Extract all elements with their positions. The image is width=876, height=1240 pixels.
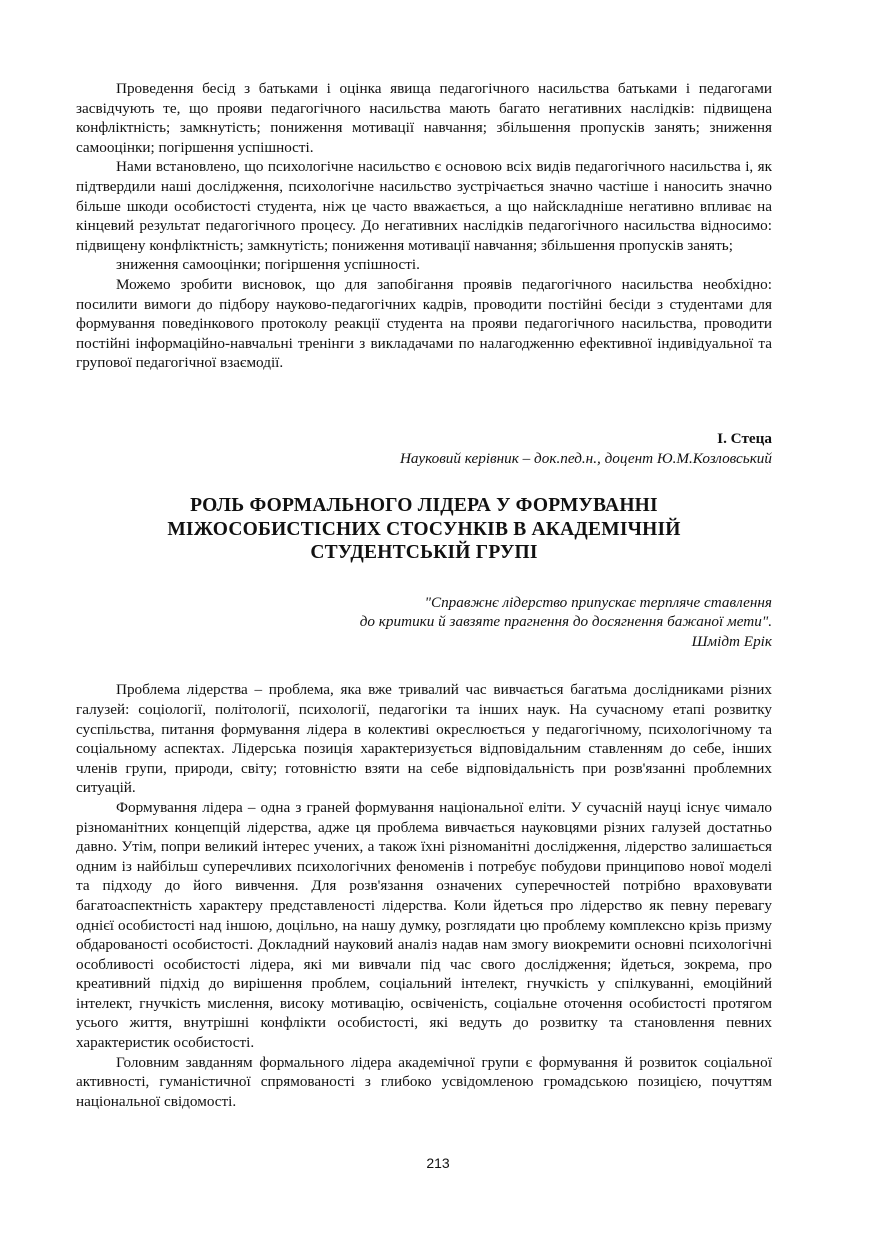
spacer <box>76 373 772 429</box>
paragraph: Формування лідера – одна з граней формування національної еліти. У сучасній науці існує чимало різноманітних концепцій лідерства, адже ця проблема вивчається науковцями різних галузей достатньо давно. Утім, попри великий інтерес учених, а також їхні різноманітні дослідження, лідерство залишається одним із найбільш суперечливих психологічних феноменів і потребує побудови принципово нової моделі та підходу до його вивчення. Для розв'язання означених суперечностей потрібно враховувати багатоаспектність характеру представленості лідерства. Коли йдеться про лідерство як певну перевагу однієї особистості над іншою, доцільно, на нашу думку, розглядати цю проблему комплексно крізь призму обдарованості особистості. Докладний науковий аналіз надав нам змогу виокремити основні психологічні особливості особистості лідера, які ми вивчали під час свого дослідження; йдеться, зокрема, про креативний підхід до вирішення проблем, соціальний інтелект, гнучкість у спілкуванні, емоційний інтелект, гнучкість мислення, високу мотивацію, освіченість, соціальне оточення особистості протягом усього життя, внутрішні конфлікти особистості, які ведуть до розвитку та становлення певних характеристик особистості. <box>76 798 772 1052</box>
title-line: РОЛЬ ФОРМАЛЬНОГО ЛІДЕРА У ФОРМУВАННІ <box>190 495 658 517</box>
paragraph: Нами встановлено, що психологічне насильство є основою всіх видів педагогічного насильства і, як підтвердили наші дослідження, психологічне насильство зустрічається значно частіше і наносить значно більше шкоди особистості студента, ніж це часто вважається, а що найскладніше негативно впливає на кінцевий результат педагогічного процесу. До негативних наслідків педагогічного насильства відносимо: підвищену конфліктність; замкнутість; пониження мотивації навчання; збільшення пропусків занять; <box>76 158 772 254</box>
spacer <box>76 651 772 680</box>
page-content <box>76 79 772 1111</box>
epigraph-line: "Справжнє лідерство припускає терпляче ставлення <box>424 593 772 611</box>
title-line: МІЖОСОБИСТІСНИХ СТОСУНКІВ В АКАДЕМІЧНІЙ <box>167 518 681 540</box>
epigraph-attribution: Шмідт Ерік <box>691 632 772 650</box>
paragraph: Проблема лідерства – проблема, яка вже тривалий час вивчається багатьма дослідниками різних галузей: соціології, політології, психології, педагогіки та інших наук. На сучасному етапі розвитку суспільства, питання формування лідера в колективі окреслюється у педагогічному, психологічному та соціальному аспектах. Лідерська позиція характеризується відповідальним ставленням до себе, інших членів групи, природи, світу; готовністю взяти на себе відповідальність при розв'язанні проблемних ситуацій. <box>76 681 772 797</box>
epigraph-line: до критики й завзяте прагнення до досягнення бажаної мети". <box>359 613 772 631</box>
paragraph: Проведення бесід з батьками і оцінка явища педагогічного насильства батьками і педагогами засвідчують те, що прояви педагогічного насильства мають багато негативних наслідків: підвищена конфліктність; замкнутість; пониження мотивації навчання; збільшення пропусків занять; зниження самооцінки; погіршення успішності. <box>76 80 772 156</box>
paragraph: Можемо зробити висновок, що для запобігання проявів педагогічного насильства необхідно: посилити вимоги до підбору науково-педагогічних кадрів, проводити постійні бесіди з студентами для формування поведінкового протоколу реакції студента на прояви педагогічного насильства, проводити постійні інформаційно-навчальні тренінги з викладачами по налагодженню ефективної індивідуальної та групової педагогічної взаємодії. <box>76 275 772 372</box>
paragraph: зниження самооцінки; погіршення успішності. <box>116 256 420 274</box>
title-line: СТУДЕНТСЬКІЙ ГРУПІ <box>310 542 538 564</box>
article-title <box>76 494 772 565</box>
page-number: 213 <box>426 1155 450 1171</box>
author-name: І. Стеца <box>717 429 772 447</box>
supervisor-line: Науковий керівник – док.пед.н., доцент Ю.М.Козловський <box>399 449 772 467</box>
paragraph: Головним завданням формального лідера академічної групи є формування й розвиток соціальної активності, гуманістичної спрямованості з глибоко усвідомленою громадською позицією, почуттям національної свідомості. <box>76 1053 772 1110</box>
epigraph <box>76 593 772 652</box>
